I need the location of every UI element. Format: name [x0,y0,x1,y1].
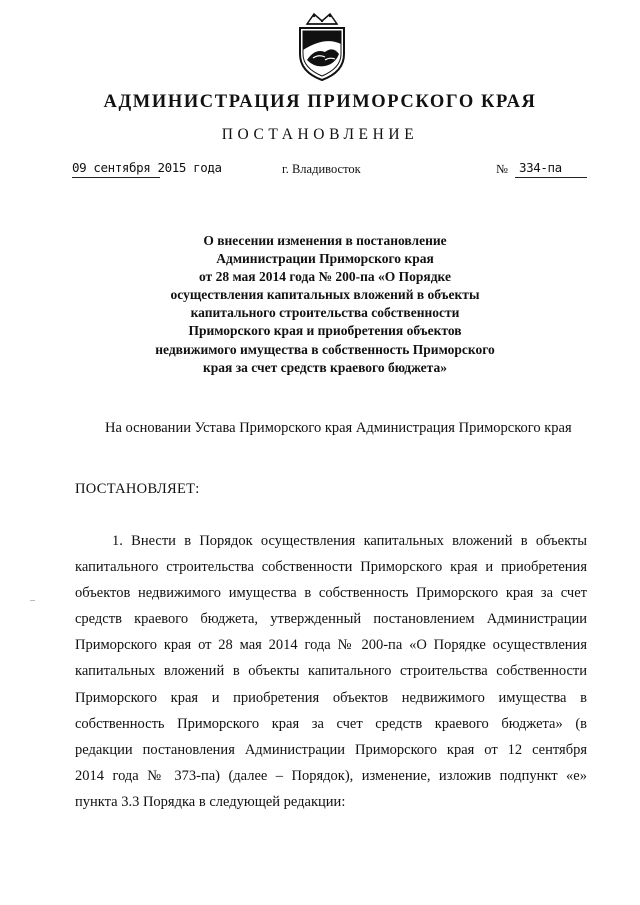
legal-basis: На основании Устава Приморского края Администрация Приморского края [105,420,572,436]
title-line: Приморского края и приобретения объектов [188,323,462,339]
paragraph-line: пункта 3.3 Порядка в следующей редакции: [75,793,346,810]
number-underline [515,177,587,178]
title-line: О внесении изменения в постановление [203,233,447,248]
document-title [150,232,500,377]
primorsky-krai-coat-of-arms-icon [295,10,349,82]
title-line: Администрации Приморского края [216,251,434,267]
decree-heading: ПОСТАНОВЛЯЕТ: [75,481,200,497]
number-sign: № [496,162,508,176]
title-line: от 28 мая 2014 года № 200-па «О Порядке [198,269,451,285]
paragraph-line: 1. Внести в Порядок осуществления капитальных вложений в объекты [112,533,587,549]
paragraph-line: капитального строительства собственности Приморского края и приобретения [75,559,587,576]
paragraph-line: капитальных вложений в объекты капитального строительства собственности [75,663,587,680]
paragraph-1 [75,528,587,815]
paragraph-line: собственность Приморского края за счет средств краевого бюджета» (в [75,715,587,732]
document-number: 334-па [519,160,562,175]
title-line: капитального строительства собственности [190,305,460,321]
paragraph-line: средств краевого бюджета, утвержденный постановлением Администрации [75,611,587,628]
paragraph-line: Приморского края от 28 мая 2014 года № 200-па «О Порядке осуществления [75,637,587,654]
paragraph-line: Приморского края и приобретения объектов недвижимого имущества в [75,689,587,706]
organization-name: АДМИНИСТРАЦИЯ ПРИМОРСКОГО КРАЯ [103,92,537,112]
document-city: г. Владивосток [282,162,361,176]
title-line: осуществления капитальных вложений в объекты [170,287,480,303]
document-type: ПОСТАНОВЛЕНИЕ [221,126,419,143]
title-line: края за счет средств краевого бюджета» [203,359,447,375]
document-date: 09 сентября 2015 года [72,160,222,175]
title-line: недвижимого имущества в собственность Приморского [155,341,495,357]
paragraph-line: 2014 года № 373-па) (далее – Порядок), изменение, изложив подпункт «е» [75,767,587,784]
paragraph-line: объектов недвижимого имущества в собственность Приморского края за счет [75,585,587,602]
paragraph-line: редакции постановления Администрации Приморского края от 12 сентября [75,741,587,758]
date-underline [72,177,160,178]
margin-mark [30,600,35,601]
